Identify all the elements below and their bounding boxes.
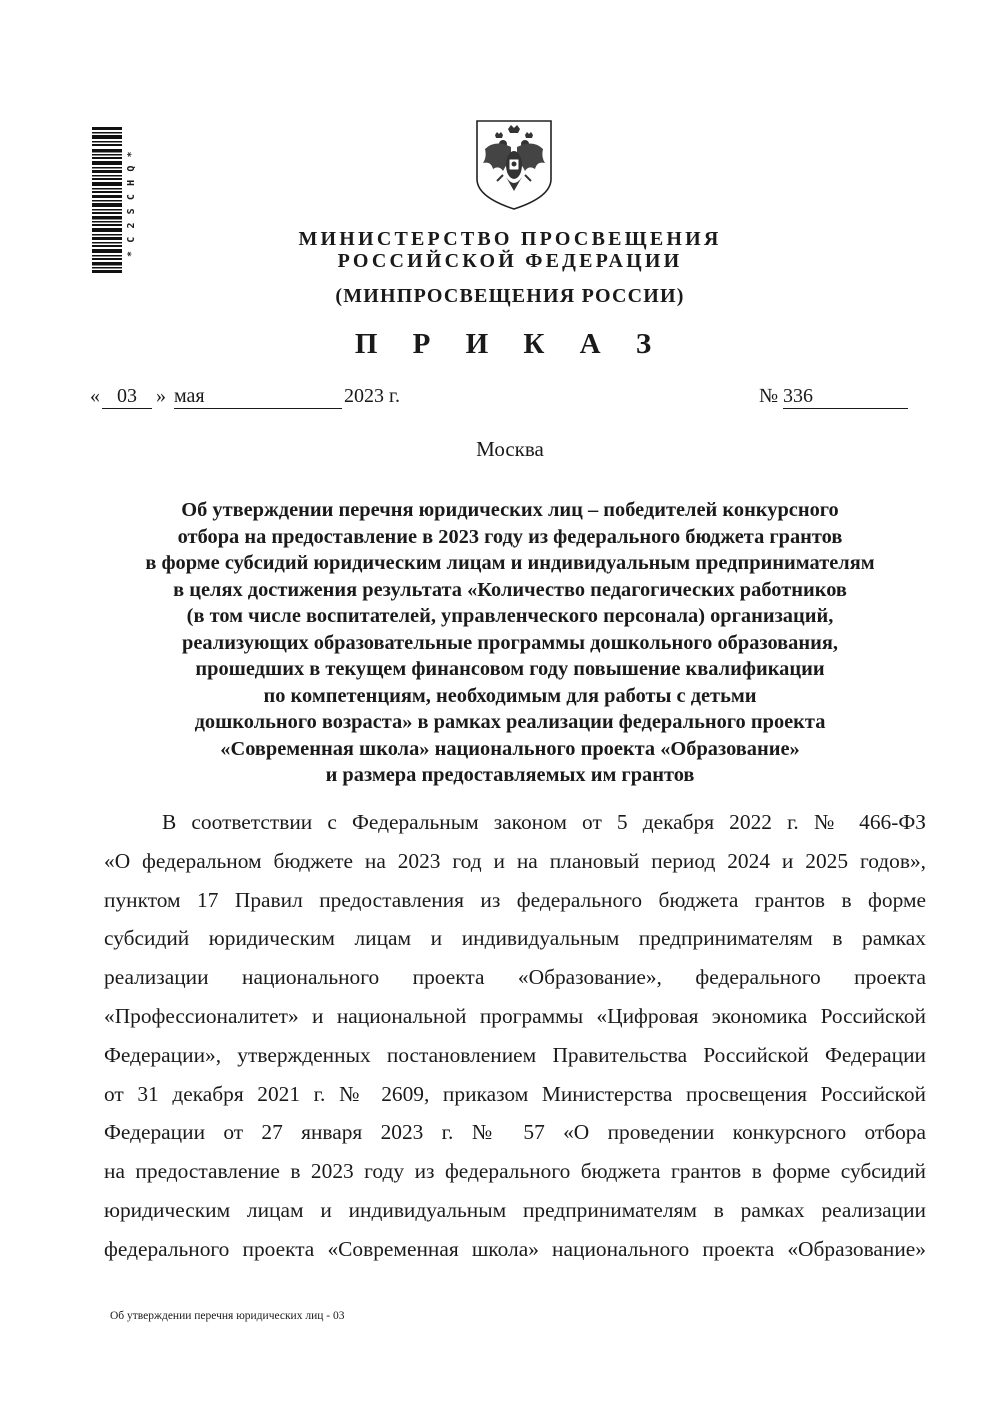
title-line: дошкольного возраста» в рамках реализации федерального проекта — [194, 711, 826, 733]
city-name: Москва — [476, 437, 544, 461]
russian-coat-of-arms-icon — [473, 117, 555, 211]
ministry-name-line2: РОССИЙСКОЙ ФЕДЕРАЦИИ — [337, 250, 683, 272]
barcode-code-text: *C2SCHQ* — [126, 143, 137, 257]
title-line: прошедших в текущем финансовом году повышение квалификации — [195, 658, 825, 680]
order-body-paragraph — [104, 803, 926, 1269]
body-line: «Профессионалитет» и национальной программы «Цифровая экономика Российской — [104, 1003, 926, 1028]
date-day: 03 — [102, 385, 152, 409]
page-footer-note: Об утверждении перечня юридических лиц - 03 — [110, 1310, 345, 1322]
title-line: в форме субсидий юридическим лицам и индивидуальным предпринимателям — [145, 552, 875, 574]
date-year: 2023 г. — [344, 385, 400, 407]
barcode-icon — [92, 127, 122, 273]
body-line: В соответствии с Федеральным законом от 5 декабря 2022 г. № 466-ФЗ — [162, 810, 926, 834]
date-quote-close: » — [156, 385, 166, 407]
ministry-short-name: (МИНПРОСВЕЩЕНИЯ РОССИИ) — [335, 285, 685, 307]
title-line: Об утверждении перечня юридических лиц – победителей конкурсного — [181, 499, 839, 521]
title-line: в целях достижения результата «Количество педагогических работников — [173, 578, 847, 601]
body-line: реализации национального проекта «Образование», федерального проекта — [104, 965, 926, 990]
body-line: юридическим лицам и индивидуальным предпринимателям в рамках реализации — [104, 1197, 926, 1222]
body-line: Федерации от 27 января 2023 г. № 57 «О проведении конкурсного отбора — [104, 1120, 926, 1145]
body-line: субсидий юридическим лицам и индивидуальным предпринимателям в рамках — [104, 926, 926, 951]
date-quote-open: « — [90, 385, 100, 407]
body-line: федерального проекта «Современная школа» национального проекта «Образование» — [104, 1236, 926, 1261]
body-line: от 31 декабря 2021 г. № 2609, приказом Министерства просвещения Российской — [104, 1081, 926, 1106]
document-type-heading: П Р И К А З — [354, 328, 666, 360]
title-line: и размера предоставляемых им грантов — [325, 764, 695, 786]
body-line: Федерации», утвержденных постановлением Правительства Российской Федерации — [104, 1042, 926, 1067]
body-line: на предоставление в 2023 году из федерального бюджета грантов в форме субсидий — [104, 1159, 926, 1184]
order-number-sign: № — [759, 385, 779, 407]
title-line: реализующих образовательные программы дошкольного образования, — [182, 631, 838, 654]
order-title — [90, 497, 930, 789]
title-line: «Современная школа» национального проекта «Образование» — [220, 737, 800, 760]
body-line: пунктом 17 Правил предоставления из федерального бюджета грантов в форме — [104, 887, 926, 912]
body-line: «О федеральном бюджете на 2023 год и на плановый период 2024 и 2025 годов», — [104, 848, 926, 873]
order-number: 336 — [783, 385, 908, 409]
title-line: (в том числе воспитателей, управленческого персонала) организаций, — [186, 605, 834, 627]
title-line: отбора на предоставление в 2023 году из федерального бюджета грантов — [177, 525, 843, 548]
title-line: по компетенциям, необходимым для работы с детьми — [263, 684, 757, 707]
date-month: мая — [174, 385, 342, 409]
ministry-name-line1: МИНИСТЕРСТВО ПРОСВЕЩЕНИЯ — [298, 228, 722, 250]
